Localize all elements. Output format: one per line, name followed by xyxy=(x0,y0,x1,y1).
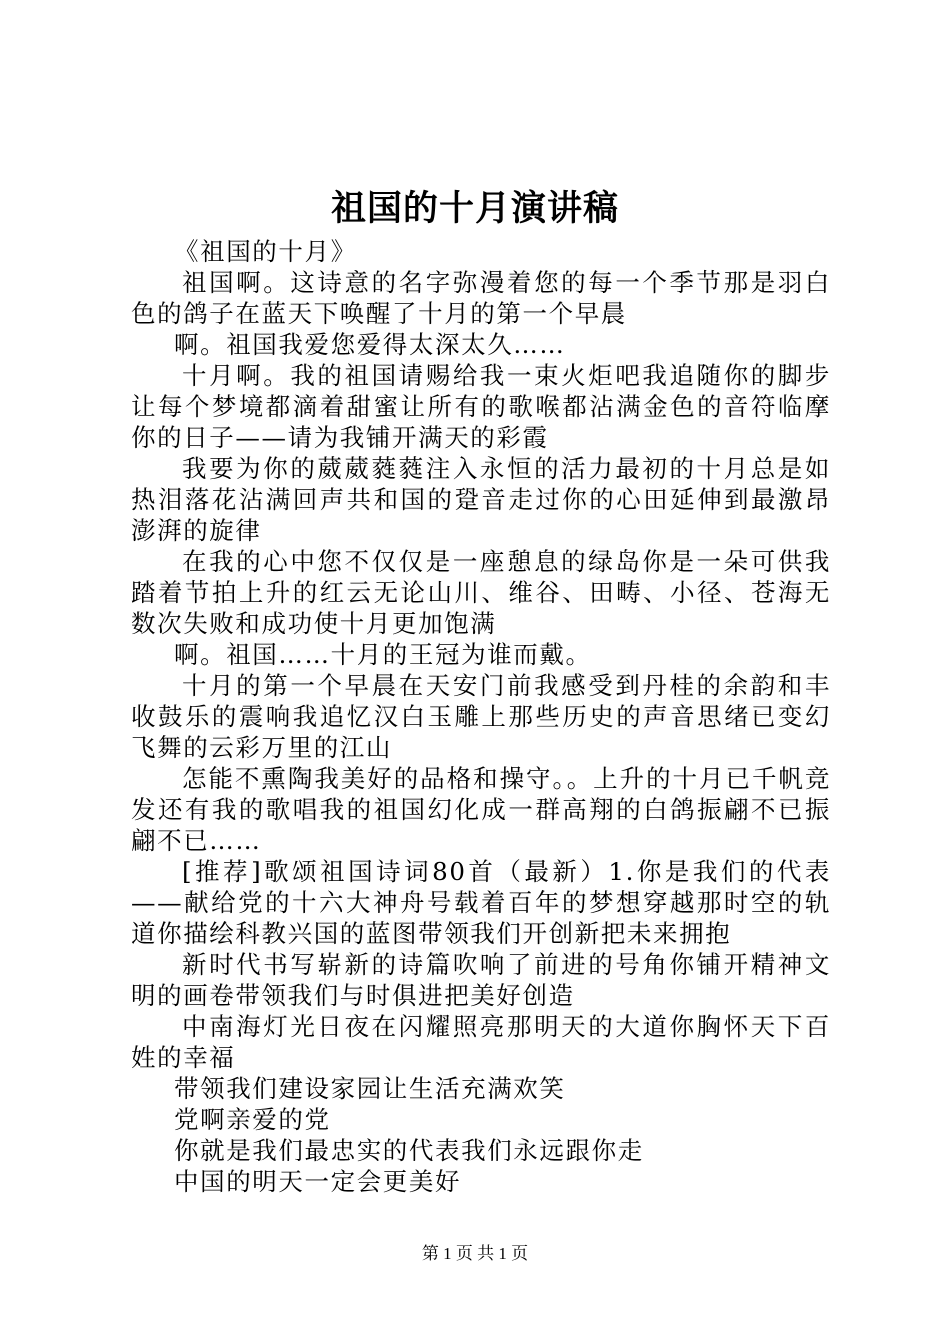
paragraph-poem-title: 《祖国的十月》 xyxy=(174,237,357,266)
paragraph: 怎能不熏陶我美好的品格和操守。。上升的十月已千帆竞发还有我的歌唱我的祖国幻化成一群高翔的白鸽振翩不已振翩不已…… xyxy=(131,764,831,855)
paragraph: 啊。祖国……十月的王冠为谁而戴。 xyxy=(174,640,592,669)
paragraph: 啊。祖国我爱您爱得太深太久…… xyxy=(174,330,566,359)
paragraph: 党啊亲爱的党 xyxy=(174,1105,331,1134)
paragraph: 新时代书写崭新的诗篇吹响了前进的号角你铺开精神文明的画卷带领我们与时俱进把美好创造 xyxy=(131,950,831,1010)
paragraph: 祖国啊。这诗意的名字弥漫着您的每一个季节那是羽白色的鸽子在蓝天下唤醒了十月的第一个早晨 xyxy=(131,268,831,328)
paragraph: 我要为你的葳葳蕤蕤注入永恒的活力最初的十月总是如热泪落花沾满回声共和国的跫音走过你的心田延伸到最激昂澎湃的旋律 xyxy=(131,454,831,545)
document-body xyxy=(131,236,831,1197)
paragraph: 十月啊。我的祖国请赐给我一束火炬吧我追随你的脚步让每个梦境都滴着甜蜜让所有的歌喉都沾满金色的音符临摩你的日子——请为我铺开满天的彩霞 xyxy=(131,361,831,452)
paragraph: 在我的心中您不仅仅是一座憩息的绿岛你是一朵可供我踏着节拍上升的红云无论山川、维谷、田畴、小径、苍海无数次失败和成功使十月更加饱满 xyxy=(131,547,831,638)
paragraph: 你就是我们最忠实的代表我们永远跟你走 xyxy=(174,1136,644,1165)
paragraph: 中南海灯光日夜在闪耀照亮那明天的大道你胸怀天下百姓的幸福 xyxy=(131,1012,831,1072)
paragraph: 中国的明天一定会更美好 xyxy=(174,1167,462,1196)
document-title: 祖国的十月演讲稿 xyxy=(330,188,619,229)
paragraph: 带领我们建设家园让生活充满欢笑 xyxy=(174,1074,566,1103)
paragraph: 十月的第一个早晨在天安门前我感受到丹桂的余韵和丰收鼓乐的震响我追忆汉白玉雕上那些历史的声音思绪已变幻飞舞的云彩万里的江山 xyxy=(131,671,831,762)
paragraph: [推荐]歌颂祖国诗词80首（最新）1.你是我们的代表——献给党的十六大神舟号载着百年的梦想穿越那时空的轨道你描绘科教兴国的蓝图带领我们开创新把未来拥抱 xyxy=(131,857,831,948)
page-footer: 第 1 页 共 1 页 xyxy=(421,1244,529,1263)
